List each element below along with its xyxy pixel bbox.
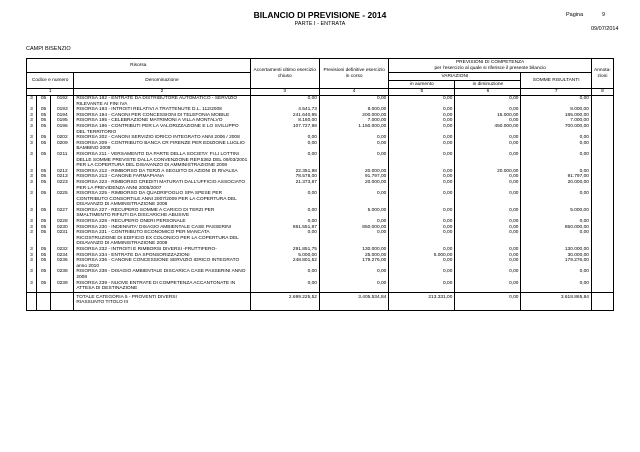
header-somme-risultanti: SOMME RISULTANTI [521, 73, 591, 89]
row-somme: 91.797,00 [521, 174, 591, 180]
row-categoria: 05 [36, 118, 50, 124]
row-in-diminuzione: 20.000,00 [455, 169, 521, 175]
totals-accertamenti: 2.699.225,52 [250, 292, 319, 300]
summary-label: RIASSUNTO TITOLO III [74, 300, 250, 311]
entity-name: CAMPI BISENZIO [26, 46, 71, 52]
row-titolo: 3 [27, 208, 37, 219]
row-previsioni: 8.000,00 [319, 107, 388, 113]
row-somme: 0,00 [521, 96, 591, 108]
row-description: RISORSA 211 - VERSAMENTO DA PARTE DELLA SOCIETA' FI.LI LOTTINI DELLE SOMME PREVISTE DALLA CONVENZIONE REP.5362 DEL 09/03/2001 PER LA COPERTURA DEL DISAVANZO DI AMMINISTRAZIONE 2008 [74, 152, 250, 169]
row-description: RISORSA 234 - ENTRATE DA SPONSORIZZAZIONI [74, 253, 250, 259]
table-row [27, 96, 614, 108]
row-in-diminuzione: 0,00 [455, 141, 521, 152]
row-titolo: 3 [27, 269, 37, 280]
row-risorsa-number: 0193 [51, 107, 74, 113]
row-categoria: 05 [36, 107, 50, 113]
row-in-aumento: 5.000,00 [389, 253, 455, 259]
row-titolo: 3 [27, 253, 37, 259]
row-annotazioni [591, 208, 613, 219]
row-in-diminuzione: 0,00 [455, 174, 521, 180]
row-accertamenti: 107.727,98 [250, 124, 319, 135]
row-previsioni: 7.000,00 [319, 118, 388, 124]
row-in-diminuzione: 0,00 [455, 253, 521, 259]
row-titolo: 3 [27, 169, 37, 175]
row-description: RISORSA 194 - CANONI PER CONCESSIONI DI TELEFONIA MOBILE [74, 113, 250, 119]
row-accertamenti: 0,00 [250, 152, 319, 169]
row-risorsa-number: 0196 [51, 124, 74, 135]
row-previsioni: 20.000,00 [319, 180, 388, 191]
row-description: RISORSA 196 - CONTRIBUTI PER LA VALORIZZAZIONE E LO SVILUPPO DEL TERRITORIO [74, 124, 250, 135]
row-somme: 0,00 [521, 169, 591, 175]
row-description: RISORSA 212 - RIMBORSO DA TERZI A SEGUITO DI AZIONI DI RIVALSA [74, 169, 250, 175]
row-previsioni: 0,00 [319, 152, 388, 169]
row-in-aumento: 0,00 [389, 174, 455, 180]
row-in-diminuzione: 0,00 [455, 258, 521, 269]
row-in-diminuzione: 0,00 [455, 219, 521, 225]
row-annotazioni [591, 191, 613, 208]
table-row [27, 258, 614, 269]
row-accertamenti: 0,00 [250, 208, 319, 219]
table-row [27, 230, 614, 247]
row-accertamenti: 21.373,87 [250, 180, 319, 191]
row-categoria: 05 [36, 174, 50, 180]
row-description: RISORSA 195 - CELEBRAZIONE MATRIMONI A VILLA MONTALVO [74, 118, 250, 124]
row-accertamenti: 0,00 [250, 281, 319, 293]
row-description: RISORSA 202 - CANONI SERVIZIO IDRICO INTEGRATO ANNI 2006 / 2008 [74, 135, 250, 141]
row-risorsa-number: 0231 [51, 230, 74, 247]
row-in-diminuzione: 0,00 [455, 118, 521, 124]
row-in-aumento: 0,00 [389, 96, 455, 108]
row-accertamenti: 248.801,52 [250, 258, 319, 269]
table-row [27, 124, 614, 135]
row-description: RISORSA 239 - NUOVE ENTRATE DI COMPETENZA ACCANTONATE IN ATTESA DI DESTINAZIONE [74, 281, 250, 293]
row-somme: 850.000,00 [521, 225, 591, 231]
row-risorsa-number: 0213 [51, 174, 74, 180]
page-number: 9 [602, 12, 606, 18]
column-number: 8 [591, 89, 613, 96]
row-risorsa-number: 0236 [51, 258, 74, 269]
row-annotazioni [591, 124, 613, 135]
row-somme: 8.000,00 [521, 107, 591, 113]
row-accertamenti: 22.351,98 [250, 169, 319, 175]
row-in-aumento: 0,00 [389, 281, 455, 293]
row-risorsa-number: 0232 [51, 247, 74, 253]
row-previsioni: 130.000,00 [319, 247, 388, 253]
row-previsioni: 850.000,00 [319, 225, 388, 231]
row-in-aumento: 0,00 [389, 113, 455, 119]
row-description: RISORSA 228 - RECUPERO ONERI PERSONALE [74, 219, 250, 225]
row-in-aumento: 0,00 [389, 141, 455, 152]
row-risorsa-number: 0227 [51, 208, 74, 219]
row-somme: 0,00 [521, 191, 591, 208]
document-subtitle: PARTE I - ENTRATA [294, 21, 346, 27]
row-categoria: 05 [36, 219, 50, 225]
document-title: BILANCIO DI PREVISIONE - 2014 [253, 10, 387, 20]
row-annotazioni [591, 230, 613, 247]
header-variazioni: VARIAZIONI [389, 73, 521, 81]
row-in-diminuzione: 15.000,00 [455, 113, 521, 119]
table-row [27, 269, 614, 280]
row-previsioni: 25.000,00 [319, 253, 388, 259]
row-previsioni: 0,00 [319, 96, 388, 108]
header-previsioni-competenza-sub: per l'esercizio al quale si riferisce il presente bilancio [434, 65, 546, 71]
row-categoria: 05 [36, 152, 50, 169]
row-in-diminuzione: 0,00 [455, 191, 521, 208]
row-description: RISORSA 238 - DISAGIO AMBIENTALE DISCARICA CASE PASSERINI ANNO 2008 [74, 269, 250, 280]
row-somme: 0,00 [521, 269, 591, 280]
row-titolo: 3 [27, 118, 37, 124]
row-somme: 0,00 [521, 230, 591, 247]
row-somme: 0,00 [521, 281, 591, 293]
row-risorsa-number: 0228 [51, 219, 74, 225]
row-previsioni: 1.150.000,00 [319, 124, 388, 135]
row-annotazioni [591, 152, 613, 169]
row-categoria: 05 [36, 269, 50, 280]
row-somme: 7.000,00 [521, 118, 591, 124]
column-number: 3 [250, 89, 319, 96]
row-categoria: 05 [36, 225, 50, 231]
row-in-diminuzione: 0,00 [455, 96, 521, 108]
row-previsioni: 0,00 [319, 269, 388, 280]
row-somme: 130.000,00 [521, 247, 591, 253]
row-risorsa-number: 0212 [51, 169, 74, 175]
row-somme: 185.000,00 [521, 113, 591, 119]
row-in-aumento: 0,00 [389, 225, 455, 231]
totals-label: TOTALE CATEGORIA 5 - PROVENTI DIVERSI [74, 292, 250, 300]
row-in-aumento: 0,00 [389, 219, 455, 225]
row-titolo: 3 [27, 281, 37, 293]
row-somme: 700.000,00 [521, 124, 591, 135]
row-description: RISORSA 213 - CANONE FARMAPIANA [74, 174, 250, 180]
row-titolo: 3 [27, 219, 37, 225]
totals-in-aumento: 213.331,00 [389, 292, 455, 300]
row-accertamenti: 241.640,95 [250, 113, 319, 119]
row-in-aumento: 0,00 [389, 169, 455, 175]
header-in-aumento: in aumento [389, 81, 455, 89]
header-previsioni-competenza [389, 59, 592, 73]
row-titolo: 3 [27, 96, 37, 108]
column-number: 6 [455, 89, 521, 96]
row-categoria: 05 [36, 180, 50, 191]
row-somme: 30.000,00 [521, 253, 591, 259]
row-description: RISORSA 193 - INTROITI RELATIVI A TRATTENUTE D.L. 112/2008 [74, 107, 250, 113]
row-accertamenti: 0,00 [250, 141, 319, 152]
row-in-diminuzione: 0,00 [455, 281, 521, 293]
row-previsioni: 0,00 [319, 141, 388, 152]
row-categoria: 05 [36, 135, 50, 141]
row-accertamenti: 4.541,73 [250, 107, 319, 113]
row-annotazioni [591, 281, 613, 293]
row-annotazioni [591, 141, 613, 152]
row-in-diminuzione: 0,00 [455, 135, 521, 141]
row-risorsa-number: 0238 [51, 269, 74, 280]
row-risorsa-number: 0209 [51, 141, 74, 152]
row-risorsa-number: 0239 [51, 281, 74, 293]
column-number: 2 [74, 89, 250, 96]
row-accertamenti: 0,00 [250, 230, 319, 247]
row-description: RISORSA 192 - ENTRATE DA DISTRIBUTORE AUTOMATICO - SERVIZIO RILEVANTE AI FINI IVA [74, 96, 250, 108]
document-date: 09/07/2014 [591, 26, 619, 32]
row-accertamenti: 861.551,87 [250, 225, 319, 231]
column-number: 1 [27, 89, 74, 96]
row-in-diminuzione: 0,00 [455, 225, 521, 231]
header-codice: Codice e numero [27, 73, 74, 89]
header-previsioni-competenza-title: PREVISIONI DI COMPETENZA [455, 59, 525, 65]
table-body [27, 96, 614, 293]
row-previsioni: 200.000,00 [319, 113, 388, 119]
totals-somme: 3.618.865,84 [521, 292, 591, 300]
row-in-aumento: 0,00 [389, 180, 455, 191]
row-annotazioni [591, 180, 613, 191]
row-risorsa-number: 0202 [51, 135, 74, 141]
row-somme: 0,00 [521, 135, 591, 141]
row-risorsa-number: 0211 [51, 152, 74, 169]
row-categoria: 05 [36, 96, 50, 108]
row-description: RISORSA 230 - INDENNITA' DISAGIO AMBIENTALE CASE PASSERINI [74, 225, 250, 231]
row-titolo: 3 [27, 113, 37, 119]
row-in-diminuzione: 0,00 [455, 107, 521, 113]
row-previsioni: 0,00 [319, 230, 388, 247]
row-previsioni: 5.000,00 [319, 208, 388, 219]
header-denominazione: Denominazione [74, 73, 250, 89]
summary-row [27, 300, 614, 311]
row-categoria: 05 [36, 113, 50, 119]
row-in-diminuzione: 0,00 [455, 230, 521, 247]
row-description: RISORSA 223 - RIMBORSO CREDITI MATURATI DALL'UFFICIO ASSOCIATO PER LA PREVIDENZA ANNI 2005/2007 [74, 180, 250, 191]
table-row [27, 152, 614, 169]
row-accertamenti: 8.160,00 [250, 118, 319, 124]
row-previsioni: 91.797,00 [319, 174, 388, 180]
row-previsioni: 0,00 [319, 219, 388, 225]
row-titolo: 3 [27, 152, 37, 169]
totals-row [27, 292, 614, 300]
row-titolo: 3 [27, 180, 37, 191]
row-previsioni: 20.000,00 [319, 169, 388, 175]
row-previsioni: 0,00 [319, 191, 388, 208]
row-risorsa-number: 0192 [51, 96, 74, 108]
row-titolo: 3 [27, 174, 37, 180]
row-accertamenti: 5.000,00 [250, 253, 319, 259]
row-risorsa-number: 0230 [51, 225, 74, 231]
row-in-diminuzione: 0,00 [455, 247, 521, 253]
row-accertamenti: 0,00 [250, 135, 319, 141]
row-categoria: 05 [36, 258, 50, 269]
row-description: RISORSA 209 - CONTRIBUTO BANCA CR FIRENZE PER EDIZIONE LUGLIO BAMBINO 2009 [74, 141, 250, 152]
row-risorsa-number: 0225 [51, 191, 74, 208]
row-in-diminuzione: 0,00 [455, 269, 521, 280]
row-categoria: 05 [36, 141, 50, 152]
row-in-aumento: 0,00 [389, 269, 455, 280]
column-number: 7 [521, 89, 591, 96]
row-in-diminuzione: 0,00 [455, 152, 521, 169]
row-description: RISORSA 231 - CONTRIBUTO ECONOMICO PER MANCATA RICOSTRUZIONE DI EDIFICIO EX COLONICO PER LA COPERTURA DEL DISAVANZO DI AMMINISTRAZIONE 2008 [74, 230, 250, 247]
row-in-aumento: 0,00 [389, 258, 455, 269]
row-risorsa-number: 0234 [51, 253, 74, 259]
row-in-diminuzione: 0,00 [455, 180, 521, 191]
row-categoria: 05 [36, 169, 50, 175]
row-description: RISORSA 227 - RECUPERO SOMME A CARICO DI TERZI PER SMALTIMENTO RIFIUTI DA DISCARICHE ABUSIVE [74, 208, 250, 219]
row-description: RISORSA 232 - INTROITI E RIMBORSI DIVERSI -FRUTTIFERO- [74, 247, 250, 253]
row-risorsa-number: 0223 [51, 180, 74, 191]
row-somme: 0,00 [521, 152, 591, 169]
table-row [27, 208, 614, 219]
row-annotazioni [591, 258, 613, 269]
table-row [27, 281, 614, 293]
row-risorsa-number: 0194 [51, 113, 74, 119]
row-accertamenti: 291.851,75 [250, 247, 319, 253]
row-accertamenti: 0,00 [250, 269, 319, 280]
row-in-aumento: 0,00 [389, 208, 455, 219]
row-accertamenti: 0,00 [250, 96, 319, 108]
table-row [27, 191, 614, 208]
row-previsioni: 179.276,00 [319, 258, 388, 269]
row-titolo: 3 [27, 141, 37, 152]
row-somme: 0,00 [521, 141, 591, 152]
row-in-aumento: 0,00 [389, 230, 455, 247]
row-in-diminuzione: 450.000,00 [455, 124, 521, 135]
header-annotazioni: Annota-zioni [591, 59, 613, 89]
row-titolo: 3 [27, 247, 37, 253]
row-categoria: 05 [36, 208, 50, 219]
header-accertamenti: Accertamenti ultimo esercizio chiuso [250, 59, 319, 89]
row-previsioni: 0,00 [319, 281, 388, 293]
row-in-aumento: 0,00 [389, 107, 455, 113]
row-accertamenti: 0,00 [250, 191, 319, 208]
row-description: RISORSA 225 - RIMBORSO DA QUADRIFOGLIO SPA SPESE PER CONTRIBUTO CONSORTILE ANNI 2007/2009 PER LA COPERTURA DEL DISAVANZO DI AMMINISTRAZIONE 2008 [74, 191, 250, 208]
row-in-aumento: 0,00 [389, 191, 455, 208]
row-categoria: 05 [36, 253, 50, 259]
row-categoria: 05 [36, 247, 50, 253]
row-titolo: 3 [27, 258, 37, 269]
totals-previsioni: 3.405.534,84 [319, 292, 388, 300]
row-somme: 5.000,00 [521, 208, 591, 219]
header-in-diminuzione: in diminuzione [455, 81, 521, 89]
header-previsioni-definitive: Previsioni definitive esercizio in corso [319, 59, 388, 89]
row-annotazioni [591, 269, 613, 280]
row-categoria: 05 [36, 281, 50, 293]
row-categoria: 05 [36, 230, 50, 247]
row-previsioni: 0,00 [319, 135, 388, 141]
row-titolo: 3 [27, 135, 37, 141]
row-categoria: 05 [36, 191, 50, 208]
row-risorsa-number: 0195 [51, 118, 74, 124]
column-number: 4 [319, 89, 388, 96]
row-somme: 179.276,00 [521, 258, 591, 269]
table-row [27, 141, 614, 152]
row-titolo: 3 [27, 124, 37, 135]
row-in-aumento: 0,00 [389, 118, 455, 124]
row-somme: 20.000,00 [521, 180, 591, 191]
row-description: RISORSA 236 - CANONE CONCESSIONE SERVIZIO IDRICO INTEGRATO anno 2010 [74, 258, 250, 269]
table-row [27, 180, 614, 191]
row-in-aumento: 0,00 [389, 247, 455, 253]
header-risorsa: Risorsa [27, 59, 251, 73]
row-in-diminuzione: 0,00 [455, 208, 521, 219]
totals-in-diminuzione: 0,00 [455, 292, 521, 300]
row-annotazioni [591, 96, 613, 108]
row-titolo: 3 [27, 107, 37, 113]
row-in-aumento: 0,00 [389, 124, 455, 135]
row-titolo: 3 [27, 230, 37, 247]
row-accertamenti: 78.578,00 [250, 174, 319, 180]
row-accertamenti: 0,00 [250, 219, 319, 225]
column-number: 5 [389, 89, 455, 96]
row-in-aumento: 0,00 [389, 152, 455, 169]
row-somme: 0,00 [521, 219, 591, 225]
page-label: Pagina [566, 12, 584, 18]
budget-table [26, 58, 614, 311]
row-titolo: 3 [27, 191, 37, 208]
row-in-aumento: 0,00 [389, 135, 455, 141]
row-categoria: 05 [36, 124, 50, 135]
row-titolo: 3 [27, 225, 37, 231]
